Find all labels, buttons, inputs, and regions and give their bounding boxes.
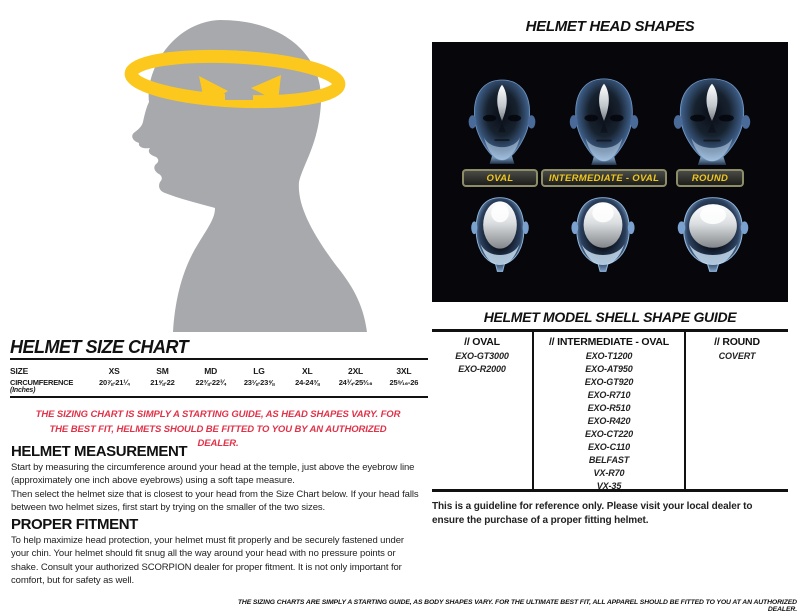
head-top-intermediate-oval-image [569,195,637,275]
footer-disclaimer: THE SIZING CHARTS ARE SIMPLY A STARTING GUIDE, AS BODY SHAPES VARY. FOR THE ULTIMATE BEST FIT, ALL APPAREL SHOULD BE FITTED TO YOU AT AN AUTHORIZED DEALER. [237,599,797,613]
divider [10,358,428,360]
head-top-oval-image [469,195,531,275]
row-label: CIRCUMFERENCE (Inches) [10,376,90,394]
shape-label-oval: OVAL [462,169,538,187]
measurement-section-body [11,461,423,515]
shape-label-round: ROUND [676,169,744,187]
column-header: SIZE [10,366,29,376]
head-measurement-illustration [55,6,385,332]
size-value: 23⅛-23⅝ [243,378,275,387]
column-header: XL [302,366,313,376]
size-value: 21⅝-22 [150,378,175,387]
column-header: 2XL [348,366,364,376]
fitment-section-title: PROPER FITMENT [11,516,138,533]
helmet-model: VX-R70 [593,468,625,478]
column-header: XS [108,366,120,376]
shell-guide-column-oval [432,332,532,489]
shell-guide-column-round [684,332,788,489]
size-chart-title: HELMET SIZE CHART [10,337,189,357]
head-top-round-image [675,195,751,275]
size-chart-value-row [10,376,428,394]
shell-guide-column-header: // OVAL [464,336,500,348]
size-value: 25⁹⁄₁₆-26 [389,378,419,387]
column-header: MD [204,366,218,376]
size-chart-table [10,362,428,394]
size-value: 24-24⅜ [295,378,320,387]
column-header: LG [253,366,265,376]
helmet-model: BELFAST [588,455,630,465]
head-shapes-panel [432,42,788,302]
front-view-heads-row [432,75,788,165]
size-value: 22⅜-22¾ [195,378,226,387]
measurement-section-title: HELMET MEASUREMENT [11,443,188,460]
size-value: 24¾-25³⁄₁₆ [338,378,373,387]
shell-guide-column-header: // ROUND [714,336,760,348]
helmet-model: EXO-T1200 [585,351,633,361]
fitment-section-body: To help maximize head protection, your helmet must fit properly and be securely fastened under your chin. Your helmet should fit snug all the way around your head with no pressure points or shake. Consult your authorized SCORPION dealer for proper fitment. It is not only important for comfort, but for safety as well. [11,535,404,587]
size-value: 20⅞-21¼ [98,378,130,387]
helmet-model: EXO-R710 [587,390,631,400]
helmet-model: EXO-R510 [587,403,631,413]
measurement-paragraph-2: Then select the helmet size that is closest to your head from the Size Chart below. If your head falls between two helmet sizes, first start by trying on the smaller of the two sizes. [11,488,419,514]
helmet-model: EXO-C110 [587,442,631,452]
helmet-model: COVERT [718,351,756,361]
divider [10,396,428,398]
head-front-round-image [665,75,759,165]
sizing-warning-text: THE SIZING CHART IS SIMPLY A STARTING GUIDE, AS HEAD SHAPES VARY. FOR THE BEST FIT, HELMETS SHOULD BE FITTED TO YOU BY AN AUTHORIZED DEALER. [35,409,401,450]
measurement-paragraph-1: Start by measuring the circumference around your head at the temple, just above the eyebrow line (approximately one inch above eyebrows) using a soft tape measure. [11,462,415,487]
helmet-model: VX-35 [596,481,622,491]
top-view-heads-row [432,195,788,275]
shape-label-intermediate-oval: INTERMEDIATE - OVAL [541,169,667,187]
shell-guide-column-intermediate-oval [532,332,684,489]
size-chart-header-row [10,362,428,376]
head-shapes-title: HELMET HEAD SHAPES [525,18,695,35]
helmet-model: EXO-AT950 [585,364,633,374]
helmet-model: EXO-GT3000 [455,351,509,361]
head-front-intermediate-oval-image [560,75,648,165]
head-profile-silhouette [132,20,367,332]
row-sublabel: (Inches) [10,387,36,394]
column-header: SM [156,366,169,376]
head-front-oval-image [461,75,543,165]
helmet-model: EXO-R420 [587,416,631,426]
helmet-model: EXO-R2000 [458,364,506,374]
shell-guide-table [432,329,788,492]
helmet-model: EXO-GT920 [584,377,634,387]
column-header: 3XL [396,366,412,376]
shell-guide-column-header: // INTERMEDIATE - OVAL [548,336,670,348]
helmet-model: EXO-CT220 [584,429,634,439]
shell-guide-title: HELMET MODEL SHELL SHAPE GUIDE [483,309,737,325]
shell-guide-note: This is a guideline for reference only. Please visit your local dealer to ensure the purchase of a proper fitting helmet. [432,501,753,526]
